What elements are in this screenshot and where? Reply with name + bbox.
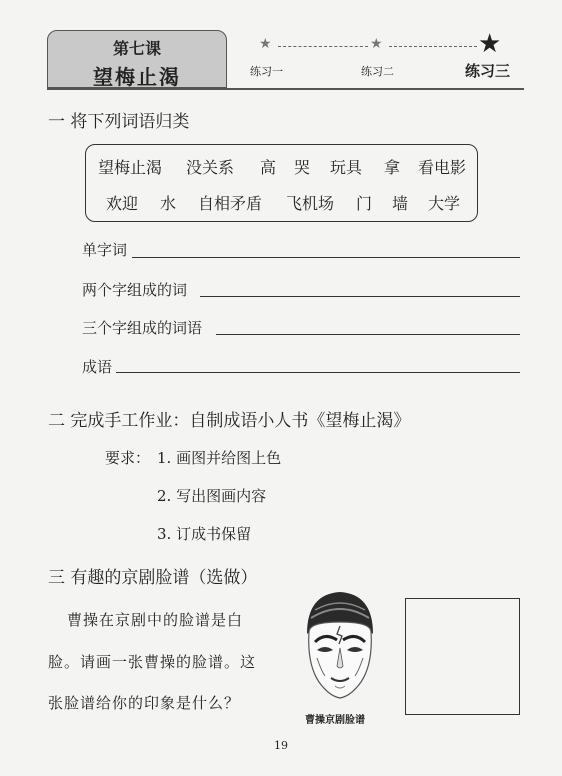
word-item: 自相矛盾 [198,194,263,213]
answer-line-idiom[interactable] [116,372,520,373]
requirement-label: 要求： [105,449,151,467]
fill-label-three: 三个字组成的词语 [82,319,203,337]
progress-dash [389,46,477,47]
section-1-heading: 一 将下列词语归类 [48,112,190,132]
word-item: 高 [260,158,277,177]
word-item: 门 [356,194,373,213]
star-icon: ★ [478,29,502,59]
word-row-1 [98,155,468,177]
section-3-heading: 三 有趣的京剧脸谱（选做） [48,568,258,588]
word-item: 水 [160,194,177,213]
answer-line-single[interactable] [132,257,520,258]
word-item: 望梅止渴 [98,158,163,177]
star-icon: ★ [259,36,272,52]
fill-label-two: 两个字组成的词 [82,281,188,299]
page-number: 19 [274,739,288,752]
exercise-1-label: 练习一 [250,65,283,78]
word-item: 没关系 [186,158,235,177]
exercise-2-label: 练习二 [361,65,394,78]
star-icon: ★ [370,36,383,52]
opera-mask-image [295,586,385,716]
requirement-item: 2. 写出图画内容 [157,487,267,505]
exercise-3-label: 练习三 [465,62,511,80]
lesson-number: 第七课 [112,39,161,58]
question-line: 张脸谱给你的印象是什么？ [48,694,241,712]
word-item: 欢迎 [106,194,139,213]
word-row-2 [98,191,468,213]
mask-caption: 曹操京剧脸谱 [305,715,365,726]
lesson-title-box [47,30,227,88]
section-2-heading: 二 完成手工作业：自制成语小人书《望梅止渴》 [48,411,411,431]
requirement-item: 3. 订成书保留 [157,525,252,543]
answer-line-two[interactable] [200,296,520,297]
drawing-box[interactable] [405,598,520,715]
requirement-item: 1. 画图并给图上色 [157,449,282,467]
question-line: 脸。请画一张曹操的脸谱。这 [48,653,257,671]
fill-label-single: 单字词 [82,241,128,259]
word-item: 哭 [294,158,311,177]
answer-line-three[interactable] [216,334,520,335]
word-item: 拿 [384,158,401,177]
lesson-title: 望梅止渴 [93,65,181,89]
progress-dash [278,46,368,47]
word-item: 飞机场 [286,194,335,213]
header-baseline [47,88,524,90]
question-line: 曹操在京剧中的脸谱是白 [67,611,244,629]
word-item: 墙 [392,194,409,213]
word-item: 大学 [428,194,461,213]
word-item: 看电影 [418,158,467,177]
word-bank-box [85,144,478,222]
word-item: 玩具 [330,158,363,177]
fill-label-idiom: 成语 [82,358,113,376]
